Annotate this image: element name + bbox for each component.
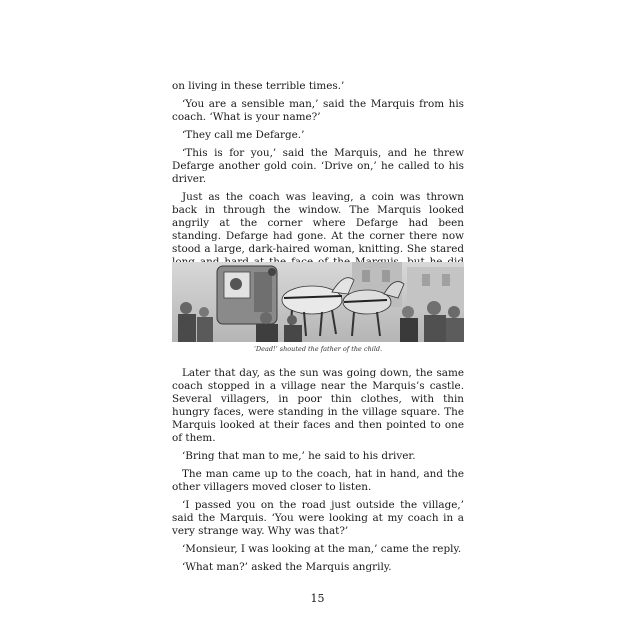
coach-illustration: [172, 262, 464, 342]
paragraph: ‘I passed you on the road just outside the village,’ said the Marquis. ‘You were looking at my coach in a very strange way. Why was that?’: [172, 499, 464, 537]
page-number: 15: [310, 592, 325, 605]
paragraph: on living in these terrible times.’: [172, 80, 345, 92]
paragraph: ‘You are a sensible man,’ said the Marquis from his coach. ‘What is your name?’: [172, 98, 464, 123]
paragraph: Later that day, as the sun was going down, the same coach stopped in a village near the Marquis’s castle. Several villagers, in poor thin clothes, with thin hungry faces, were standing in the village square. The Marquis looked at their faces and then pointed to one of them.: [172, 367, 464, 444]
paragraph: Just as the coach was leaving, a coin was thrown back in through the window. The Marquis looked angrily at the corner where Defarge had been standing. Defarge had gone. At the corner there now stood a large, dark-haired woman, knitting. She stared: [172, 191, 464, 255]
paragraph: ‘Monsieur, I was looking at the man,’ came the reply.: [182, 543, 462, 555]
paragraph: ‘Bring that man to me,’ he said to his driver.: [182, 450, 416, 462]
paragraph: The man came up to the coach, hat in hand, and the other villagers moved closer to listen.: [172, 468, 464, 493]
illustration-caption: ‘Dead!’ shouted the father of the child.: [253, 345, 383, 353]
text-block-top: [172, 80, 464, 287]
text-block-bottom: [172, 367, 464, 579]
paragraph: ‘They call me Defarge.’: [182, 129, 305, 141]
paragraph: ‘What man?’ asked the Marquis angrily.: [182, 561, 392, 573]
paragraph: ‘This is for you,’ said the Marquis, and he threw Defarge another gold coin. ‘Drive on,’ he called to his driver.: [172, 147, 464, 185]
